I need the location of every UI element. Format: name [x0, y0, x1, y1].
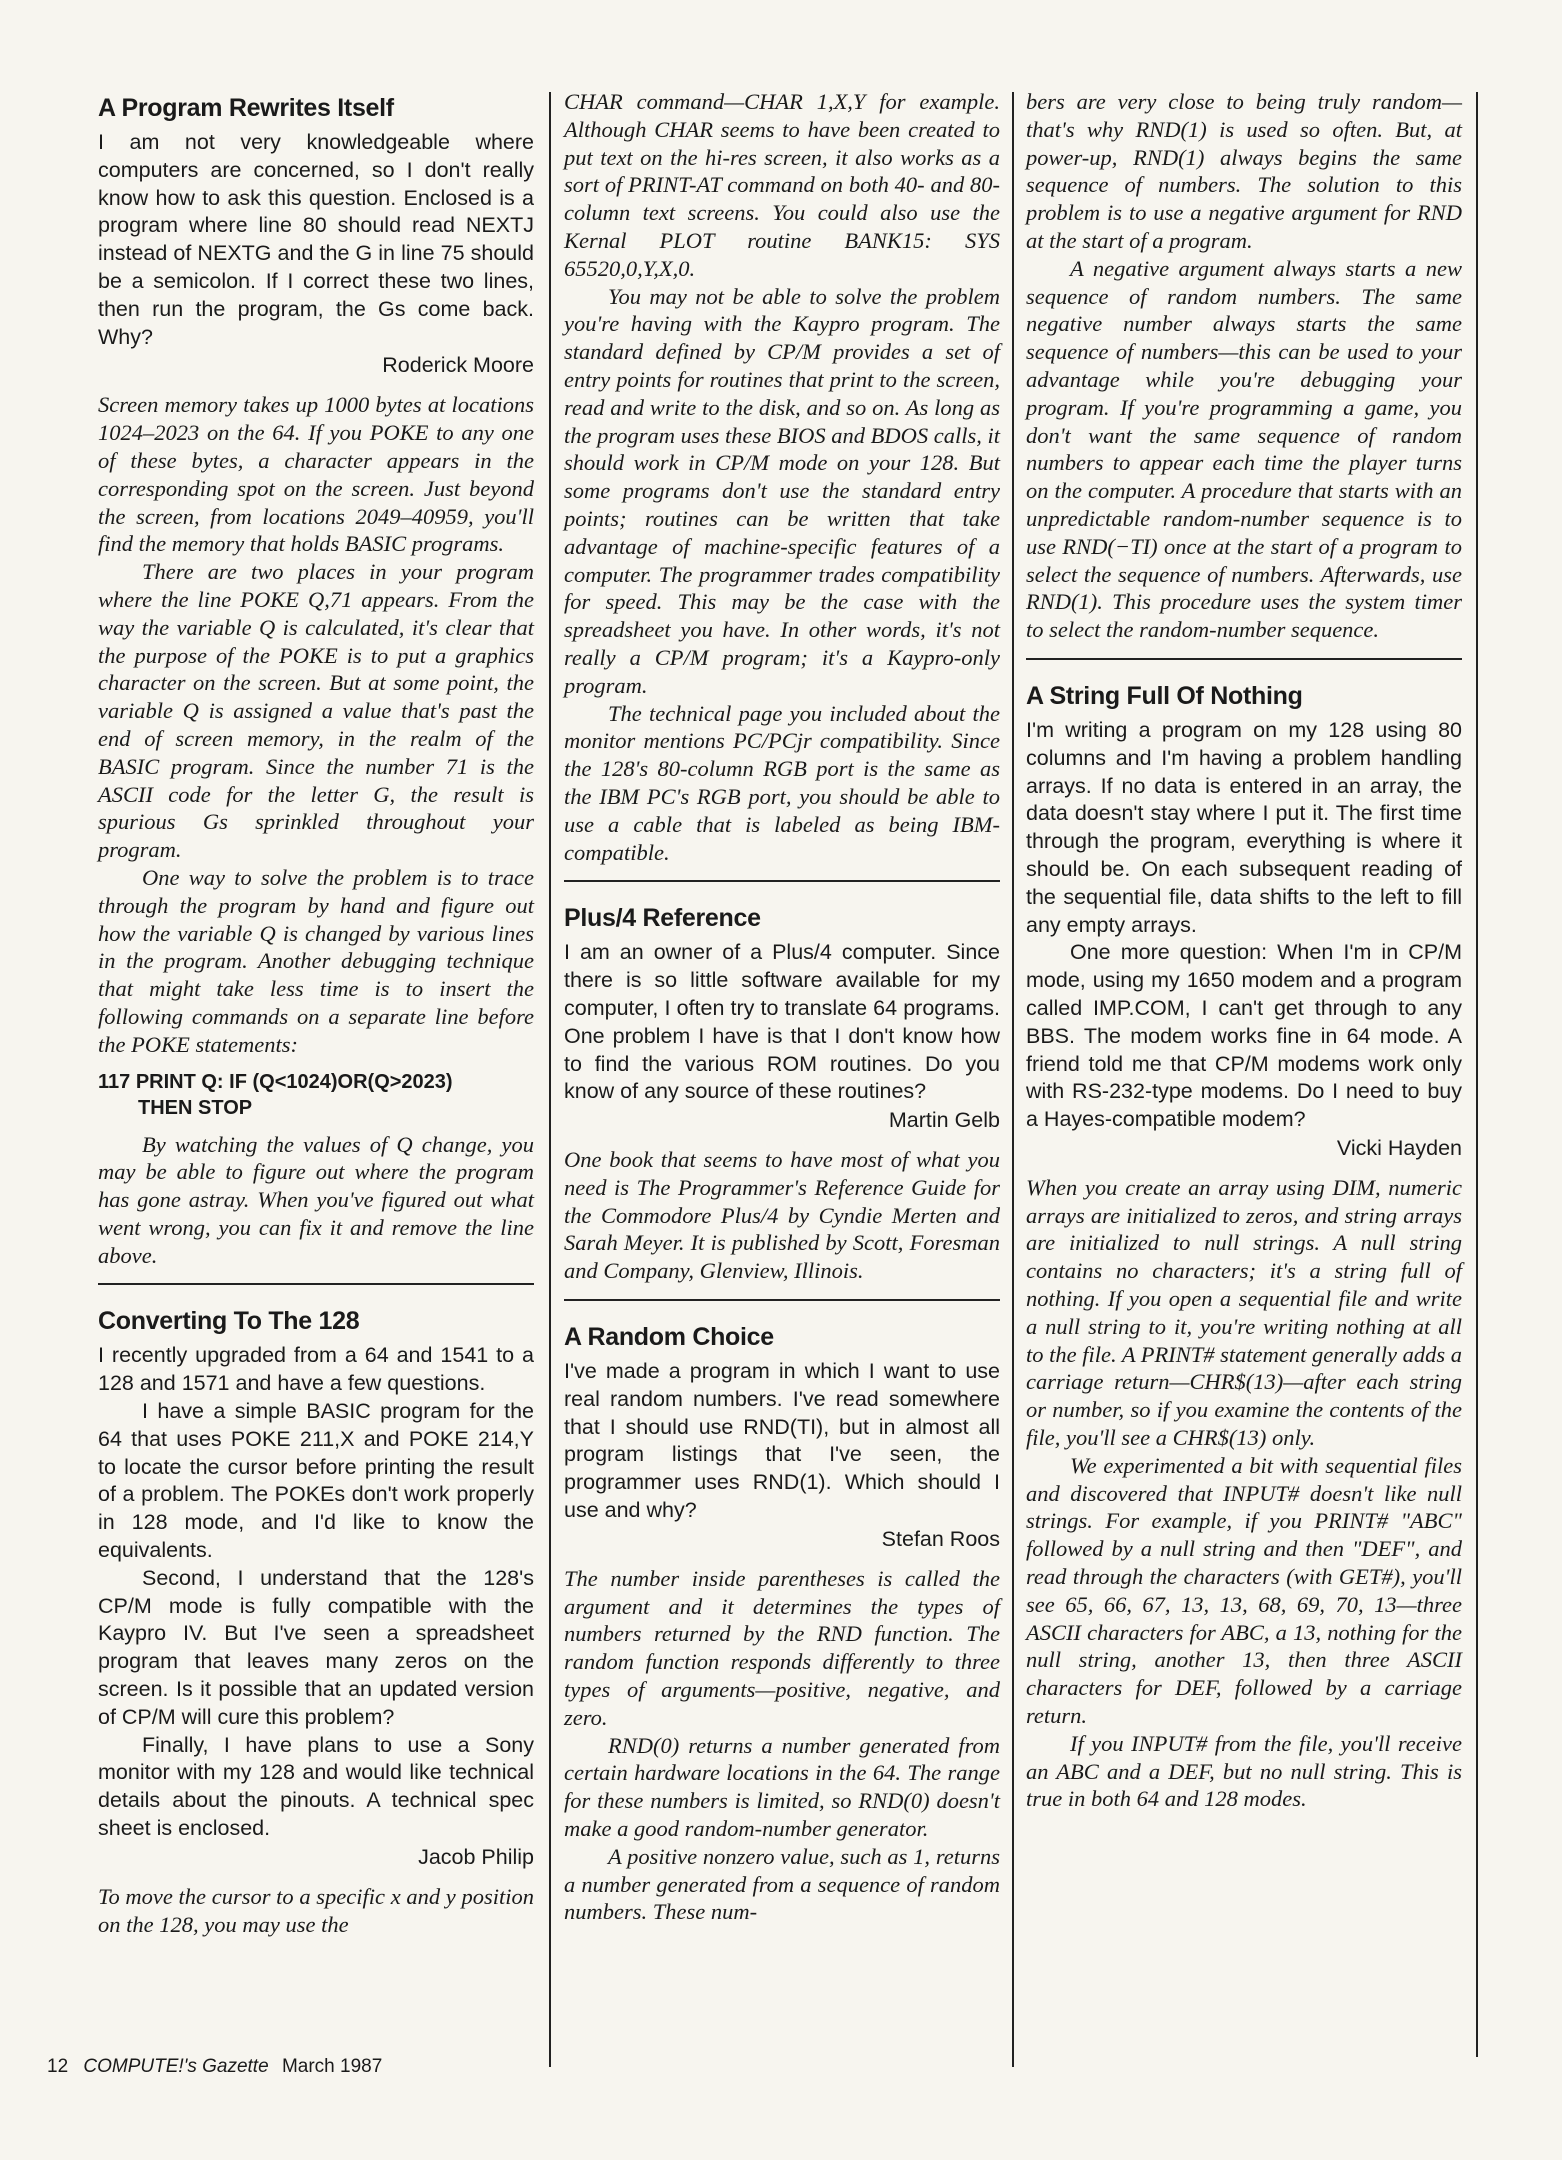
section-divider — [1026, 658, 1462, 660]
section-divider — [98, 1283, 534, 1285]
answer-text: By watching the values of Q change, you may be able to figure out where the program has gone astray. When you've figured out what went wrong, you can fix it and remove the line above. — [98, 1131, 534, 1268]
answer-text: When you create an array using DIM, numeric arrays are initialized to zeros, and string arrays are initialized to null strings. A null string contains no characters; it's a string full of nothing. If you open a sequential file and write a null string to it, you're writing nothing at all to the file. A PRINT# statement generally adds a carriage return—CHR$(13)—after each string or number, so if you examine the contents of the file, you'll see a CHR$(13) only. — [1026, 1174, 1462, 1451]
column-rule-1 — [549, 92, 551, 2067]
question-text: I have a simple BASIC program for the 64 that uses POKE 211,X and POKE 214,Y to locate the cursor before printing the result of a problem. The POKEs don't work properly in 128 mode, and I'd like to know the equivalents. — [98, 1399, 534, 1563]
question-text: One more question: When I'm in CP/M mode, using my 1650 modem and a program called IMP.COM, I can't get through to any BBS. The modem works fine in 64 mode. A friend told me that CP/M modems work only with RS-232-type modems. Do I need to buy a Hayes-compatible modem? — [1026, 940, 1462, 1132]
answer-text: Screen memory takes up 1000 bytes at locations 1024–2023 on the 64. If you POKE to any one of these bytes, a character appears in the corresponding spot on the screen. Just beyond the screen, from locations 2049–40959, you'll find the memory that holds BASIC programs. — [98, 392, 534, 557]
answer-text: A negative argument always starts a new sequence of random numbers. The same negative number always starts the same sequence of numbers—this can be used to your advantage while you're debugging your program. If you're programming a game, you don't want the same sequence of random numbers to appear each time the player turns on the computer. A procedure that starts with an unpredictable random-number sequence is to use RND(−TI) once at the start of a program to select the sequence of numbers. Afterwards, use RND(1). This procedure uses the system timer to select the random-number sequence. — [1026, 255, 1462, 643]
answer-text: There are two places in your program where the line POKE Q,71 appears. From the way the variable Q is calculated, it's clear that the purpose of the POKE is to put a graphics character on the screen. But at some point, the variable Q is assigned a value that's past the end of screen memory, in the realm of the BASIC program. Since the number 71 is the ASCII code for the letter G, the result is spurious Gs sprinkled throughout your program. — [98, 559, 534, 863]
page-number: 12 — [47, 2056, 69, 2077]
question-text: Finally, I have plans to use a Sony monitor with my 128 and would like technical details about the pinouts. A technical spec sheet is enclosed. — [98, 1732, 534, 1841]
signature: Vicki Hayden — [1336, 1135, 1462, 1160]
section-title: Converting To The 128 — [98, 1307, 360, 1336]
column-2 — [564, 88, 1000, 1926]
issue-date: March 1987 — [281, 2056, 383, 2077]
question-text: I am not very knowledgeable where computers are concerned, so I don't really know how to ask this question. Enclosed is a program where line 80 should read NEXTJ instead of NEXTG and the G in line 75 should be a semicolon. If I correct these two lines, then run the program, the Gs come back. Why? — [98, 130, 534, 349]
section-title: A Random Choice — [564, 1323, 774, 1352]
section-title: A String Full Of Nothing — [1026, 681, 1303, 710]
question-text: I recently upgraded from a 64 and 1541 to a 128 and 1571 and have a few questions. — [98, 1343, 534, 1396]
answer-text: The technical page you included about the monitor mentions PC/PCjr compatibility. Since the 128's 80-column RGB port is the same as the IBM PC's RGB port, you should be able to use a cable that is labeled as being IBM-compatible. — [564, 700, 1000, 865]
answer-text: One way to solve the problem is to trace through the program by hand and figure out how the variable Q is changed by various lines in the program. Another debugging technique that might take less time is to insert the following commands on a separate line before the POKE statements: — [98, 864, 534, 1057]
signature: Roderick Moore — [382, 353, 534, 378]
signature: Stefan Roos — [881, 1526, 1000, 1551]
question-text: Second, I understand that the 128's CP/M mode is fully compatible with the Kaypro IV. But I've seen a spreadsheet program that leaves many zeros on the screen. Is it possible that an updated version of CP/M will cure this problem? — [98, 1565, 534, 1729]
section-title: A Program Rewrites Itself — [98, 94, 394, 122]
answer-text: A positive nonzero value, such as 1, returns a number generated from a sequence of random numbers. These num- — [564, 1843, 1000, 1925]
column-1 — [98, 88, 534, 1938]
answer-text: CHAR command—CHAR 1,X,Y for example. Although CHAR seems to have been created to put text on the hi-res screen, it also works as a sort of PRINT-AT command on both 40- and 80-column text screens. You could also use the Kernal PLOT routine BANK15: SYS 65520,0,Y,X,0. — [564, 89, 1000, 281]
answer-text: To move the cursor to a specific x and y position on the 128, you may use the — [98, 1883, 534, 1937]
section-divider — [564, 1299, 1000, 1301]
answer-text: The number inside parentheses is called the argument and it determines the types of numbers returned by the RND function. The random function responds differently to three types of arguments—positive, negative, and zero. — [564, 1565, 1000, 1730]
answer-text: One book that seems to have most of what you need is The Programmer's Reference Guide for the Commodore Plus/4 by Cyndie Merten and Sarah Meyer. It is published by Scott, Foresman and Company, Glenview, Illinois. — [564, 1147, 1000, 1284]
question-text: I'm writing a program on my 128 using 80 columns and I'm having a problem handling arrays. If no data is entered in an array, the data doesn't stay where I put it. The first time through the program, everything is where it should be. On each subsequent reading of the sequential file, data shifts to the left to fill any empty arrays. — [1026, 717, 1462, 937]
code-listing — [98, 1069, 534, 1121]
magazine-name: COMPUTE!'s Gazette — [83, 2056, 269, 2077]
answer-text: You may not be able to solve the problem you're having with the Kaypro program. The standard defined by CP/M provides a set of entry points for routines that print to the screen, read and write to the disk, and so on. As long as the program uses these BIOS and BDOS calls, it should work in CP/M mode on your 128. But some programs don't use the standard entry points; routines can be written that take advantage of machine-specific features of a computer. The programmer trades compatibility for speed. This may be the case with the spreadsheet you have. In other words, it's not really a CP/M program; it's a Kaypro-only program. — [564, 283, 1000, 698]
answer-text: If you INPUT# from the file, you'll receive an ABC and a DEF, but no null string. This is true in both 64 and 128 modes. — [1026, 1730, 1462, 1812]
code-line: 117 PRINT Q: IF (Q<1024)OR(Q>2023) — [98, 1070, 453, 1093]
section-title: Plus/4 Reference — [564, 904, 761, 933]
signature: Martin Gelb — [888, 1108, 1000, 1133]
section-divider — [564, 880, 1000, 882]
question-text: I've made a program in which I want to use real random numbers. I've read somewhere that I should use RND(TI), but in almost all program listings that I've seen, the programmer uses RND(1). Which should I use and why? — [564, 1359, 1000, 1523]
answer-text: bers are very close to being truly random—that's why RND(1) is used so often. But, at power-up, RND(1) always begins the same sequence of numbers. The solution to this problem is to use a negative argument for RND at the start of a program. — [1026, 89, 1462, 253]
code-line: THEN STOP — [138, 1096, 253, 1119]
page-footer — [47, 2056, 382, 2078]
column-3 — [1026, 88, 1462, 1813]
signature: Jacob Philip — [418, 1844, 534, 1869]
answer-text: RND(0) returns a number generated from certain hardware locations in the 64. The range for these numbers is limited, so RND(0) doesn't make a good random-number generator. — [564, 1732, 1000, 1842]
question-text: I am an owner of a Plus/4 computer. Since there is so little software available for my computer, I often try to translate 64 programs. One problem I have is that I don't know how to find the various ROM routines. Do you know of any source of these routines? — [564, 940, 1000, 1104]
answer-text: We experimented a bit with sequential files and discovered that INPUT# doesn't like null strings. For example, if you PRINT# "ABC" followed by a null string and then "DEF", and read through the characters (with GET#), you'll see 65, 66, 67, 13, 13, 68, 69, 70, 13—three ASCII characters for ABC, a 13, nothing for the null string, another 13, then three ASCII characters for DEF, followed by a carriage return. — [1026, 1452, 1462, 1729]
column-rule-2 — [1012, 92, 1014, 2067]
column-rule-3 — [1476, 92, 1478, 2057]
